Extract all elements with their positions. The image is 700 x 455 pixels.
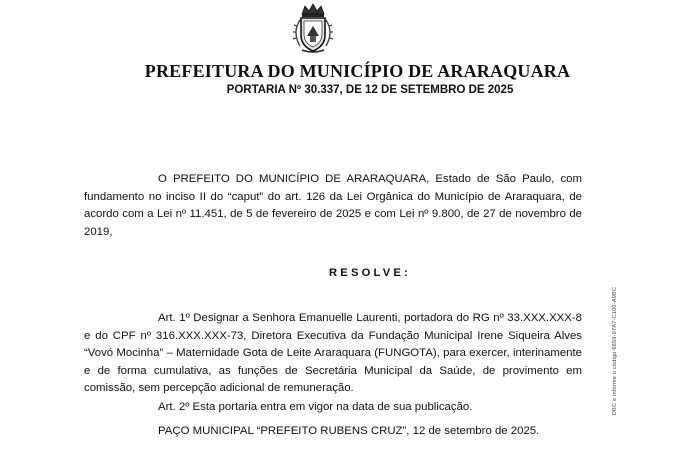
article-1-text: Art. 1º Designar a Senhora Emanuelle Laurenti, portadora do RG nº 33.XXX.XXX-8 e do CPF nº 316.XXX.XXX-73, Diretora Executiva da Fundação Municipal Irene Siqueira Alves “Vovó Mocinha” – Maternidade Gota de Leite Araraquara (FUNGOTA), para exercer, interinamente e de forma cumulativa, as funções de Secretária Municipal da Saúde, de provimento em comissão, sem percepção adicional de remuneração.: [84, 312, 582, 394]
verification-code-strip: [608, 248, 622, 453]
resolve-heading: RESOLVE:: [329, 267, 411, 279]
preamble-paragraph: [84, 171, 582, 241]
coat-of-arms-icon: [288, 2, 338, 54]
article-2-text: Art. 2º Esta portaria entra em vigor na data de sua publicação.: [158, 401, 473, 413]
closing-text: PAÇO MUNICIPAL “PREFEITO RUBENS CRUZ”, 12 de setembro de 2025.: [158, 425, 540, 437]
document-title: PREFEITURA DO MUNICÍPIO DE ARARAQUARA: [144, 61, 571, 81]
article-1-paragraph: [84, 310, 582, 398]
verification-code-text: DBC e informe o código 6659-97A7-C100-A9BC: [612, 286, 618, 415]
portaria-heading: PORTARIA Nº 30.337, DE 12 DE SETEMBRO DE 2025: [226, 84, 514, 96]
preamble-text: O PREFEITO DO MUNICÍPIO DE ARARAQUARA, Estado de São Paulo, com fundamento no inciso II do “caput” do art. 126 da Lei Orgânica do Município de Araraquara, de acordo com a Lei nº 11.451, de 5 de fevereiro de 2025 e com Lei nº 9.800, de 27 de novembro de 2019,: [84, 173, 582, 238]
